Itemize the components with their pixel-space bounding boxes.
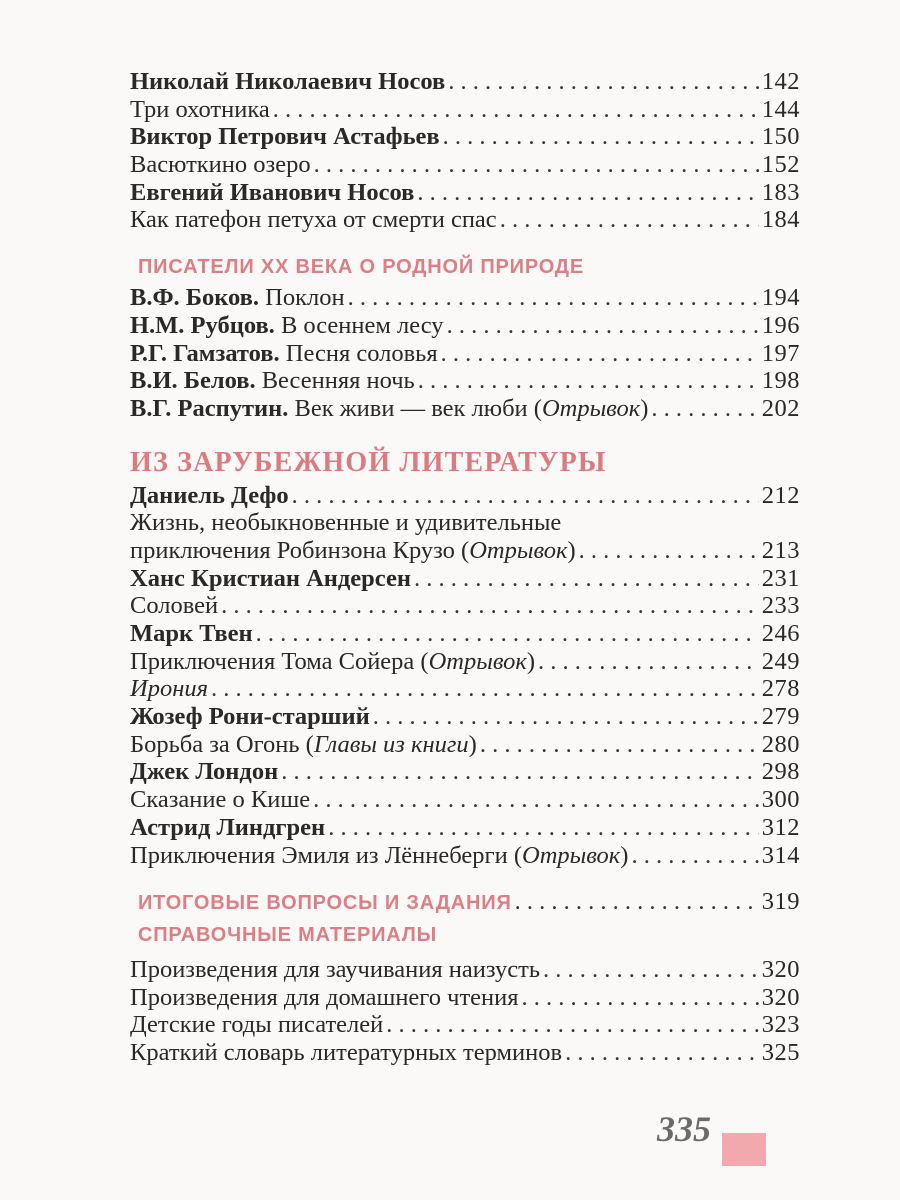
page-ref: 213	[761, 536, 800, 564]
entry-title	[130, 620, 253, 648]
section-heading: ИЗ ЗАРУБЕЖНОЙ ЛИТЕРАТУРЫ	[130, 446, 607, 478]
entry-text: Сказание о Кише	[130, 786, 311, 814]
author-name: Жозеф Рони-старший	[130, 703, 370, 731]
toc-entry	[130, 703, 800, 731]
page-ref: 320	[761, 955, 800, 983]
author-name: В.Ф. Боков.	[130, 284, 259, 312]
entry-text: Жизнь, необыкновенные и удивительные	[130, 509, 562, 537]
entry-text: )	[620, 841, 629, 869]
page-ref: 246	[761, 620, 800, 647]
page-ref: 184	[761, 206, 800, 234]
toc-entry	[130, 537, 800, 565]
entry-title	[130, 675, 208, 703]
dot-leader	[565, 1039, 759, 1067]
section-heading: СПРАВОЧНЫЕ МАТЕРИАЛЫ	[138, 923, 437, 946]
page-ref: 212	[761, 481, 800, 509]
toc-entry	[130, 620, 800, 648]
dot-leader	[443, 123, 759, 151]
entry-text: приключения Робинзона Крузо (	[130, 536, 470, 564]
entry-title	[130, 206, 497, 234]
entry-title	[130, 509, 561, 537]
toc-entry	[130, 68, 800, 96]
entry-title	[130, 842, 628, 870]
page-ref: 194	[761, 284, 800, 312]
dot-leader	[543, 956, 759, 984]
page-ref: 150	[761, 123, 800, 151]
entry-text: Приключения Тома Сойера (	[130, 647, 429, 675]
toc-entry	[130, 96, 800, 124]
entry-title	[130, 68, 445, 96]
dot-leader	[418, 367, 759, 395]
section-heading: ПИСАТЕЛИ XX ВЕКА О РОДНОЙ ПРИРОДЕ	[138, 256, 584, 279]
dot-leader	[441, 340, 759, 368]
dot-leader	[292, 482, 759, 510]
toc-entry	[130, 482, 800, 510]
toc-entry	[130, 786, 800, 814]
page-ref: 300	[761, 786, 800, 814]
entry-title	[130, 592, 218, 620]
dot-leader	[417, 179, 758, 207]
entry-text: Весенняя ночь	[255, 367, 415, 395]
toc-entry	[130, 284, 800, 312]
entry-note: Отрывок	[469, 536, 568, 564]
entry-title	[130, 956, 540, 984]
entry-title	[130, 703, 370, 731]
entry-text: Борьба за Огонь (	[130, 730, 314, 758]
toc-entry	[130, 956, 800, 984]
entry-title	[130, 731, 477, 759]
entry-title	[130, 179, 414, 207]
entry-text: ИТОГОВЫЕ ВОПРОСЫ И ЗАДАНИЯ	[138, 892, 512, 915]
toc-entry	[130, 179, 800, 207]
entry-text: Три охотника	[130, 95, 270, 123]
entry-title	[130, 482, 289, 510]
page-ref: 197	[761, 339, 800, 367]
table-of-contents	[130, 68, 800, 1067]
dot-leader	[651, 395, 758, 423]
entry-title	[130, 284, 345, 312]
page-ref: 278	[761, 675, 800, 703]
page-number: 335	[657, 1109, 711, 1149]
entry-note: Главы из книги	[313, 730, 469, 758]
toc-entry	[130, 984, 800, 1012]
page-ref: 249	[761, 647, 800, 675]
toc-entry	[130, 123, 800, 151]
dot-leader	[314, 151, 759, 179]
page-ref: 298	[761, 758, 800, 786]
dot-leader	[256, 620, 759, 648]
toc-entry	[130, 731, 800, 759]
dot-leader	[631, 842, 758, 870]
toc-entry	[130, 312, 800, 340]
author-name: Даниель Дефо	[130, 481, 289, 509]
entry-text: )	[468, 730, 477, 758]
entry-title	[130, 984, 519, 1012]
author-name: В.И. Белов.	[130, 367, 256, 395]
entry-title	[130, 758, 278, 786]
toc-entry	[130, 395, 800, 423]
toc-entry	[130, 509, 800, 537]
page-ref: 279	[761, 703, 800, 731]
page-ref: 198	[761, 367, 800, 395]
page-corner-marker	[722, 1133, 766, 1166]
toc-entry	[130, 1011, 800, 1039]
dot-leader	[522, 984, 759, 1012]
entry-note: Отрывок	[522, 841, 621, 869]
dot-leader	[579, 537, 759, 565]
page-ref: 233	[761, 592, 800, 620]
author-name: Н.М. Рубцов.	[130, 311, 275, 339]
dot-leader	[538, 648, 759, 676]
entry-title	[130, 340, 438, 368]
dot-leader	[328, 814, 759, 842]
toc-entry	[130, 675, 800, 703]
dot-leader	[515, 888, 759, 916]
entry-title	[130, 565, 411, 593]
dot-leader	[273, 96, 759, 124]
entry-text: Поклон	[259, 284, 345, 312]
author-name: Марк Твен	[130, 620, 253, 647]
entry-title	[130, 648, 535, 676]
entry-title	[130, 1039, 562, 1067]
entry-text: )	[640, 394, 649, 422]
entry-text: )	[526, 647, 536, 675]
page-ref: 319	[761, 888, 800, 916]
page-ref: 325	[761, 1038, 800, 1066]
page-ref: 152	[761, 151, 800, 179]
entry-note: Отрывок	[541, 394, 641, 422]
entry-text: Приключения Эмиля из Лённеберги (	[130, 841, 522, 869]
author-name: Виктор Петрович Астафьев	[130, 123, 440, 151]
dot-leader	[448, 68, 759, 96]
dot-leader	[211, 675, 759, 703]
dot-leader	[348, 284, 759, 312]
entry-text: Песня соловья	[279, 339, 438, 367]
toc-entry	[130, 151, 800, 179]
page-ref: 314	[761, 841, 800, 869]
entry-title	[130, 96, 270, 124]
page-ref: 323	[761, 1011, 800, 1039]
entry-title	[130, 537, 576, 565]
dot-leader	[281, 758, 759, 786]
dot-leader	[386, 1011, 759, 1039]
entry-note: Отрывок	[428, 647, 527, 675]
page-ref: 231	[761, 564, 800, 592]
entry-title	[130, 814, 325, 842]
page-ref: 202	[761, 394, 800, 422]
toc-entry	[130, 592, 800, 620]
entry-text: В осеннем лесу	[274, 311, 444, 339]
toc-entry	[130, 565, 800, 593]
page-ref: 280	[761, 730, 800, 758]
author-name: Астрид Линдгрен	[130, 813, 326, 841]
toc-entry	[130, 842, 800, 870]
entry-title	[130, 123, 440, 151]
entry-note: Ирония	[130, 675, 208, 703]
dot-leader	[480, 731, 759, 759]
author-name: Р.Г. Гамзатов.	[130, 339, 280, 367]
author-name: Николай Николаевич Носов	[130, 68, 446, 95]
dot-leader	[373, 703, 759, 731]
entry-text: Произведения для заучивания наизусть	[130, 955, 540, 983]
entry-text: Краткий словарь литературных терминов	[130, 1038, 563, 1066]
entry-title	[130, 1011, 383, 1039]
toc-entry	[130, 367, 800, 395]
entry-title	[130, 890, 512, 918]
entry-text: Произведения для домашнего чтения	[130, 983, 519, 1011]
entry-text: Как патефон петуха от смерти спас	[130, 206, 497, 234]
page-ref: 144	[761, 95, 800, 123]
entry-text: Детские годы писателей	[130, 1011, 384, 1039]
toc-entry	[130, 814, 800, 842]
entry-text: Век живи — век люби (	[288, 394, 542, 422]
toc-entry	[130, 1039, 800, 1067]
page-ref: 183	[761, 178, 800, 206]
dot-leader	[447, 312, 759, 340]
entry-text: )	[567, 536, 576, 564]
entry-title	[130, 151, 311, 179]
entry-text: Соловей	[130, 592, 219, 620]
page-ref: 312	[761, 813, 800, 841]
toc-entry	[130, 206, 800, 234]
page-ref: 142	[761, 68, 800, 95]
toc-entry	[130, 340, 800, 368]
entry-title	[130, 367, 415, 395]
author-name: Джек Лондон	[130, 758, 279, 786]
dot-leader	[414, 565, 759, 593]
entry-title	[130, 312, 444, 340]
toc-entry	[130, 758, 800, 786]
author-name: В.Г. Распутин.	[130, 394, 289, 422]
author-name: Евгений Иванович Носов	[130, 178, 415, 206]
entry-text: Васюткино озеро	[130, 151, 311, 179]
page-ref: 196	[761, 311, 800, 339]
dot-leader	[500, 206, 759, 234]
toc-entry	[130, 648, 800, 676]
toc-section-entry	[130, 888, 800, 916]
entry-title	[130, 395, 648, 423]
dot-leader	[221, 592, 759, 620]
entry-title	[130, 786, 310, 814]
dot-leader	[313, 786, 759, 814]
page-ref: 320	[761, 983, 800, 1011]
author-name: Ханс Кристиан Андерсен	[130, 564, 411, 592]
